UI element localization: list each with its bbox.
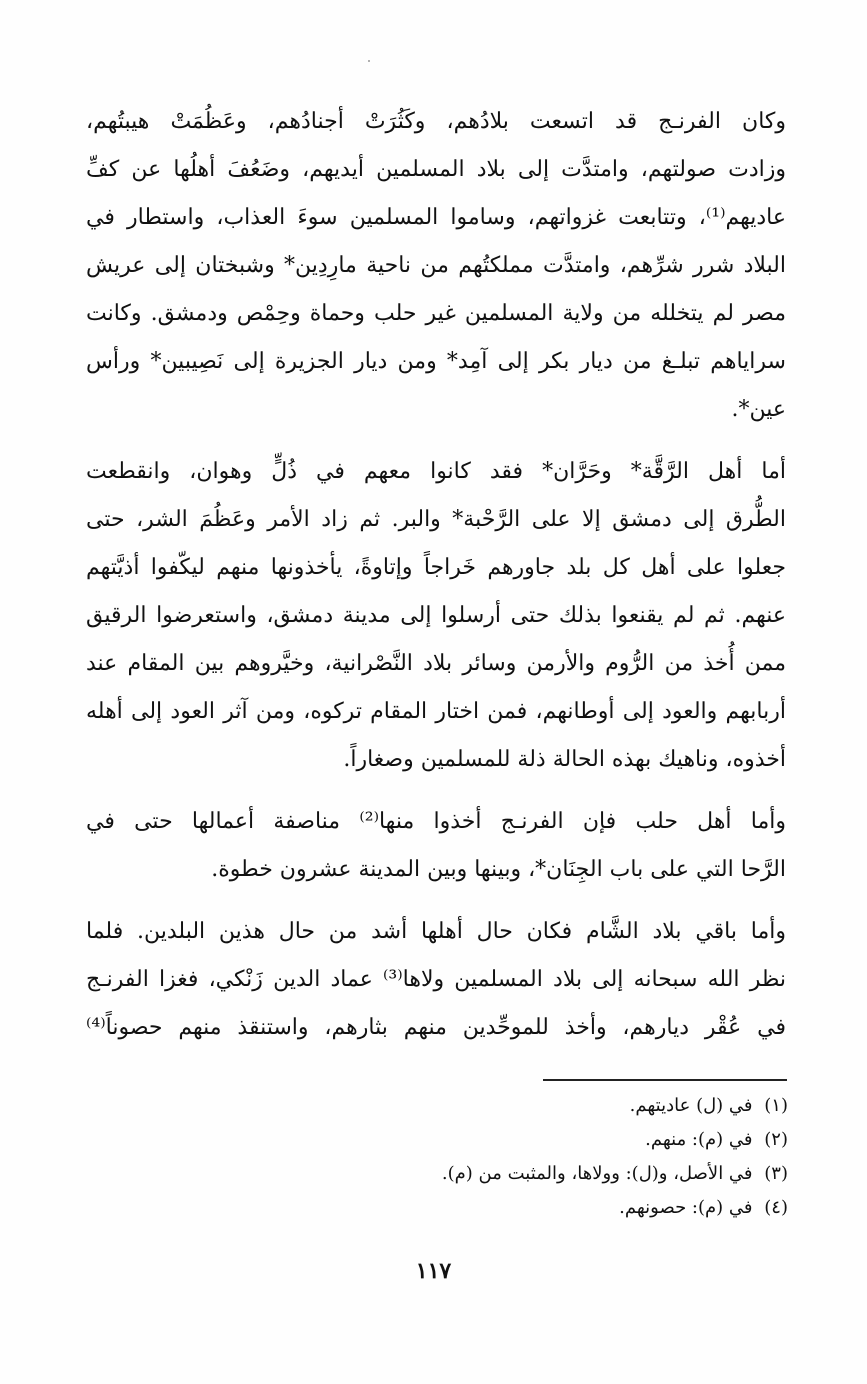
paragraph [86,798,786,894]
footnote [86,1191,788,1225]
text-line: الطُّرق إلى دمشق إلا على الرَّحْبة* والبر. ثم زاد الأمر وعَظُمَ الشر، حتى [86,507,786,532]
text-line: سراياهم تبلـغ من ديار بكر إلى آمِد* ومن ديار الجزيرة إلى نَصِيبين* ورأس [86,349,786,374]
text-line: وأما أهل حلب فإن الفرنـج أخذوا منها⁽²⁾ مناصفة أعمالها حتى في [86,809,787,834]
footnote-number: (١) [764,1095,788,1116]
paragraph [86,98,786,434]
footnote [86,1089,788,1123]
paragraph [86,448,786,784]
footnote-text: في (م): منهم. [645,1129,753,1150]
text-line: وكان الفرنـج قد اتسعت بلادُهم، وكَثُرَتْ أجنادُهم، وعَظُمَتْ هيبتُهم، [86,109,786,134]
text-line: مصر لم يتخلله من ولاية المسلمين غير حلب وحماة وحِمْص ودمشق. وكانت [86,301,786,326]
text-line: وأما باقي بلاد الشَّام فكان حال أهلها أشد من حال هذين البلدين. فلما [86,919,786,944]
footnote-number: (٣) [764,1163,788,1184]
footnotes [86,1089,788,1225]
page-number: ١١٧ [415,1258,452,1284]
text-line: الرَّحا التي على باب الجِنَان*، وبينها وبين المدينة عشرون خطوة. [211,857,786,882]
text-line: نظر الله سبحانه إلى بلاد المسلمين ولاها⁽³⁾ عماد الدين زَنْكي، فغزا الفرنـج [86,967,787,992]
text-line: جعلوا على أهل كل بلد جاورهم خَراجاً وإتاوةً، يأخذونها منهم ليكّفوا أذيَّتهم [86,555,786,580]
footnote-number: (٤) [764,1197,788,1218]
footnote [86,1157,788,1191]
text-line: ممن أُخذ من الرُّوم والأرمن وسائر بلاد النَّصْرانية، وخيَّروهم بين المقام عند [86,651,786,676]
main-text [86,98,786,1052]
footnote-number: (٢) [764,1129,788,1150]
text-line: عاديهم⁽¹⁾، وتتابعت غزواتهم، وساموا المسلمين سوءَ العذاب، واستطار في [86,205,786,230]
footnote-divider [543,1079,787,1081]
scan-speck [368,60,370,62]
text-line: وزادت صولتهم، وامتدَّت إلى بلاد المسلمين أيديهم، وضَعُفَ أهلُها عن كفِّ [86,157,786,182]
paragraph [86,908,786,1052]
footnote-text: في (ل) عاديتهم. [629,1095,753,1116]
text-line: عين*. [731,397,786,422]
footnote-text: في الأصل، و(ل): وولاها، والمثبت من (م). [441,1163,753,1184]
footnote-text: في (م): حصونهم. [619,1197,753,1218]
text-line: أما أهل الرَّقَّة* وحَرَّان* فقد كانوا معهم في ذُلٍّ وهوان، وانقطعت [86,459,786,484]
text-line: عنهم. ثم لم يقنعوا بذلك حتى أرسلوا إلى مدينة دمشق، واستعرضوا الرقيق [86,603,786,628]
footnote [86,1123,788,1157]
text-line: أخذوه، وناهيك بهذه الحالة ذلة للمسلمين وصغاراً. [343,747,786,772]
text-line: البلاد شرر شرِّهم، وامتدَّت مملكتُهم من ناحية مارِدِين* وشبختان إلى عريش [86,253,786,278]
text-line: في عُقْر ديارهم، وأخذ للموحِّدين منهم بثارهم، واستنقذ منهم حصوناً⁽⁴⁾ [86,1015,786,1040]
text-line: أربابهم والعود إلى أوطانهم، فمن اختار المقام تركوه، ومن آثر العود إلى أهله [86,699,786,724]
